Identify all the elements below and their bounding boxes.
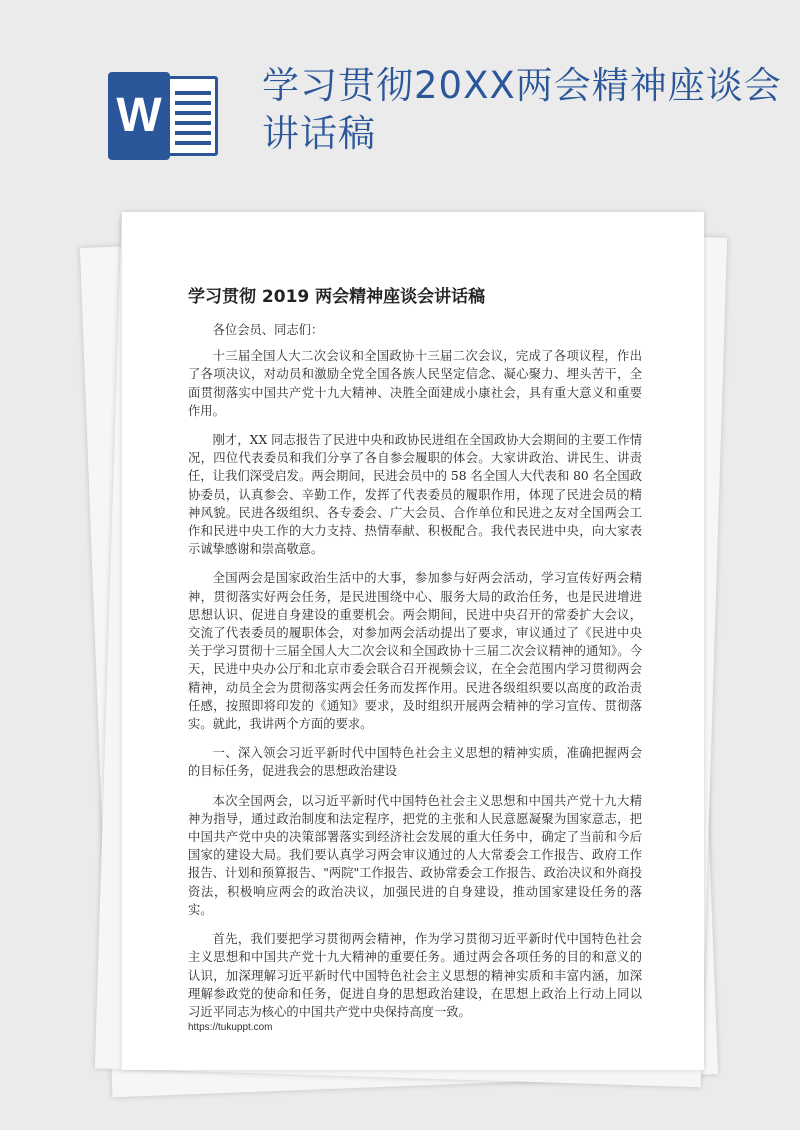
header (0, 0, 800, 200)
page-title: 学习贯彻20XX两会精神座谈会讲话稿 (262, 64, 782, 155)
footer-url: https://tukuppt.com (188, 1022, 273, 1033)
word-icon (108, 72, 220, 160)
paragraph: 各位会员、同志们： (212, 323, 324, 337)
paragraph: 首先，我们要把学习贯彻两会精神，作为学习贯彻习近平新时代中国特色社会主义思想和中国共产党十九大精神的重要任务。通过两会各项任务的目的和意义的认识，加深理解习近平新时代中国特色社会主义思想的精神实质和丰富内涵，加深理解参政党的使命和任务，促进自身的思想政治建设，在思想上政治上行动上同以习近平同志为核心的中国共产党中央保持高度一致。 (188, 932, 642, 1019)
paragraph: 十三届全国人大二次会议和全国政协十三届二次会议，完成了各项议程，作出了各项决议，对动员和激励全党全国各族人民坚定信念、凝心聚力、埋头苦干，全面贯彻落实中国共产党十九大精神、决胜全面建成小康社会，具有重大意义和重要作用。 (188, 349, 642, 418)
paragraph: 刚才，XX 同志报告了民进中央和政协民进组在全国政协大会期间的主要工作情况，四位代表委员和我们分享了各自参会履职的体会。大家讲政治、讲民生、讲责任，让我们深受启发。两会期间，民进会员中的 58 名全国人大代表和 80 名全国政协委员，认真参会、辛勤工作，发挥了代表委员的履职作用，体现了民进会员的精神风貌。民进各级组织、各专委会、广大会员、合作单位和民进之友对全国两会工作和民进中央工作的大力支持、热情奉献、积极配合。我代表民进中央，向大家表示诚挚感谢和崇高敬意。 (188, 433, 642, 557)
document-title: 学习贯彻 2019 两会精神座谈会讲话稿 (188, 287, 486, 307)
document-page (122, 212, 704, 1070)
paragraph: 全国两会是国家政治生活中的大事，参加参与好两会活动，学习宣传好两会精神，贯彻落实好两会任务，是民进围绕中心、服务大局的政治任务，也是民进增进思想认识、促进自身建设的重要机会。两会期间，民进中央召开的常委扩大会议，交流了代表委员的履职体会，对参加两会活动提出了要求，审议通过了《民进中央关于学习贯彻十三届全国人大二次会议和全国政协十三届二次会议精神的通知》。今天，民进中央办公厅和北京市委会联合召开视频会议，在全会范围内学习贯彻两会精神，动员全会为贯彻落实两会任务而发挥作用。民进各级组织要以高度的政治责任感，按照即将印发的《通知》要求，及时组织开展两会精神的学习宣传、贯彻落实。就此，我讲两个方面的要求。 (188, 571, 642, 732)
word-letter-badge: W (108, 72, 170, 160)
paragraph: 本次全国两会，以习近平新时代中国特色社会主义思想和中国共产党十九大精神为指导，通过政治制度和法定程序，把党的主张和人民意愿凝聚为国家意志，把中国共产党中央的决策部署落实到经济社会发展的重大任务中，确定了当前和今后国家的建设大局。我们要认真学习两会审议通过的人大常委会工作报告、政府工作报告、计划和预算报告、"两院"工作报告、政协常委会工作报告、政治决议和外商投资法，积极响应两会的政治决议，加强民进的自身建设，推动国家建设任务的落实。 (188, 793, 643, 917)
section-heading: 一、深入领会习近平新时代中国特色社会主义思想的精神实质，准确把握两会的目标任务，促进我会的思想政治建设 (188, 746, 642, 779)
